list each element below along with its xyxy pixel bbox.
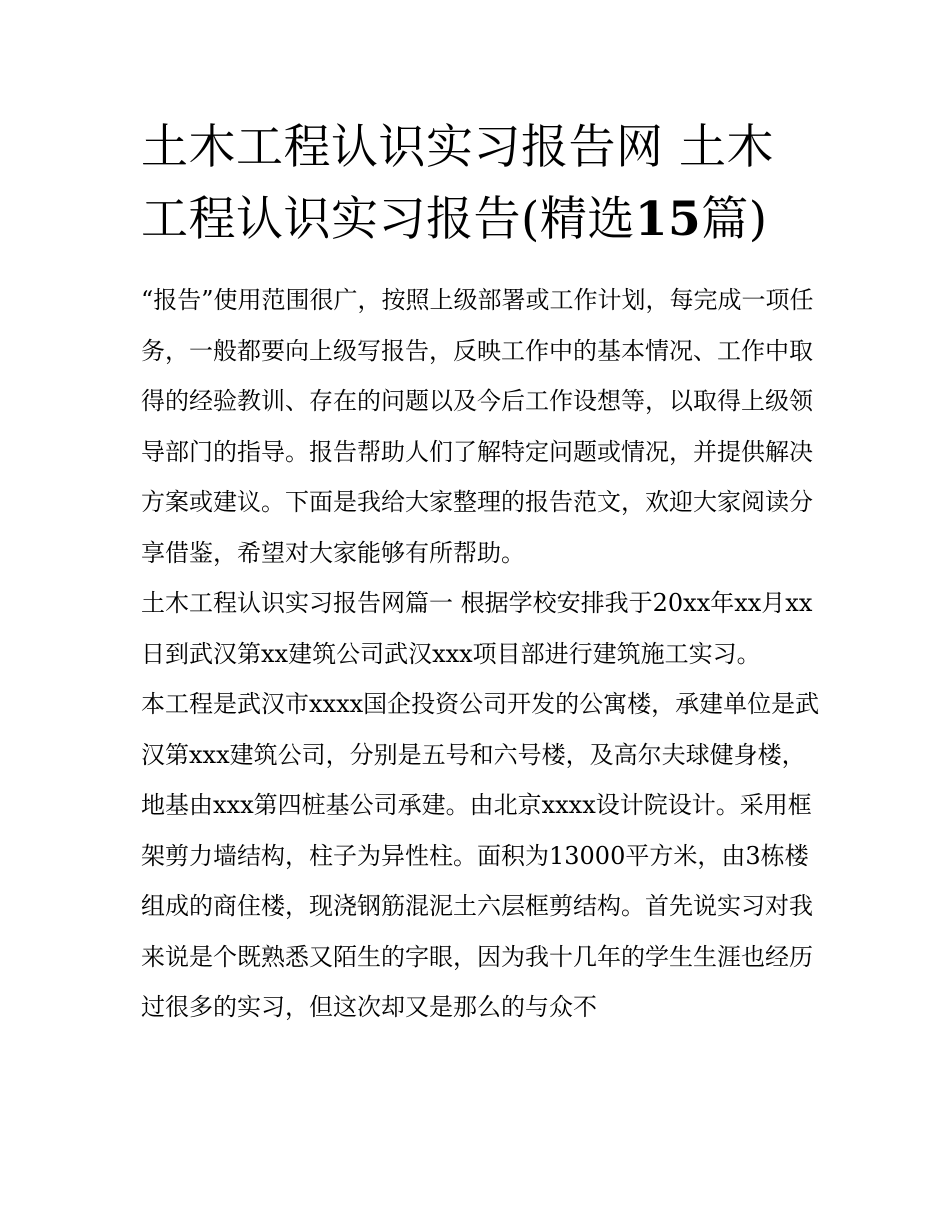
paragraph-project: 本工程是武汉市xxxx国企投资公司开发的公寓楼，承建单位是武汉第xxx建筑公司，分别是五号和六号楼，及高尔夫球健身楼，地基由xxx第四桩基公司承建。由北京xxxx设计院设计。采用框架剪力墙结构，柱子为异性柱。面积为13000平方米，由3栋楼组成的商住楼，现浇钢筋混泥土六层框剪结构。首先说实习对我来说是个既熟悉又陌生的字眼，因为我十几年的学生生涯也经历过很多的实习，但这次却又是那么的与众不: [141, 690, 820, 1021]
document-title: [141, 112, 821, 256]
title-suffix: 篇): [701, 192, 768, 247]
paragraph-intro: “报告”使用范围很广，按照上级部署或工作计划，每完成一项任务，一般都要向上级写报告，反映工作中的基本情况、工作中取得的经验教训、存在的问题以及今后工作设想等，以取得上级领导部门的指导。报告帮助人们了解特定问题或情况，并提供解决方案或建议。下面是我给大家整理的报告范文，欢迎大家阅读分享借鉴，希望对大家能够有所帮助。: [141, 286, 814, 567]
title-text: 土木工程认识实习报告网 土木工程认识实习报告(精选: [141, 120, 774, 247]
title-number: 15: [634, 192, 702, 247]
document-page: [141, 112, 821, 1033]
paragraph-section-one: 土木工程认识实习报告网篇一 根据学校安排我于20xx年xx月xx日到武汉第xx建筑公司武汉xxx项目部进行建筑施工实习。: [141, 589, 813, 668]
